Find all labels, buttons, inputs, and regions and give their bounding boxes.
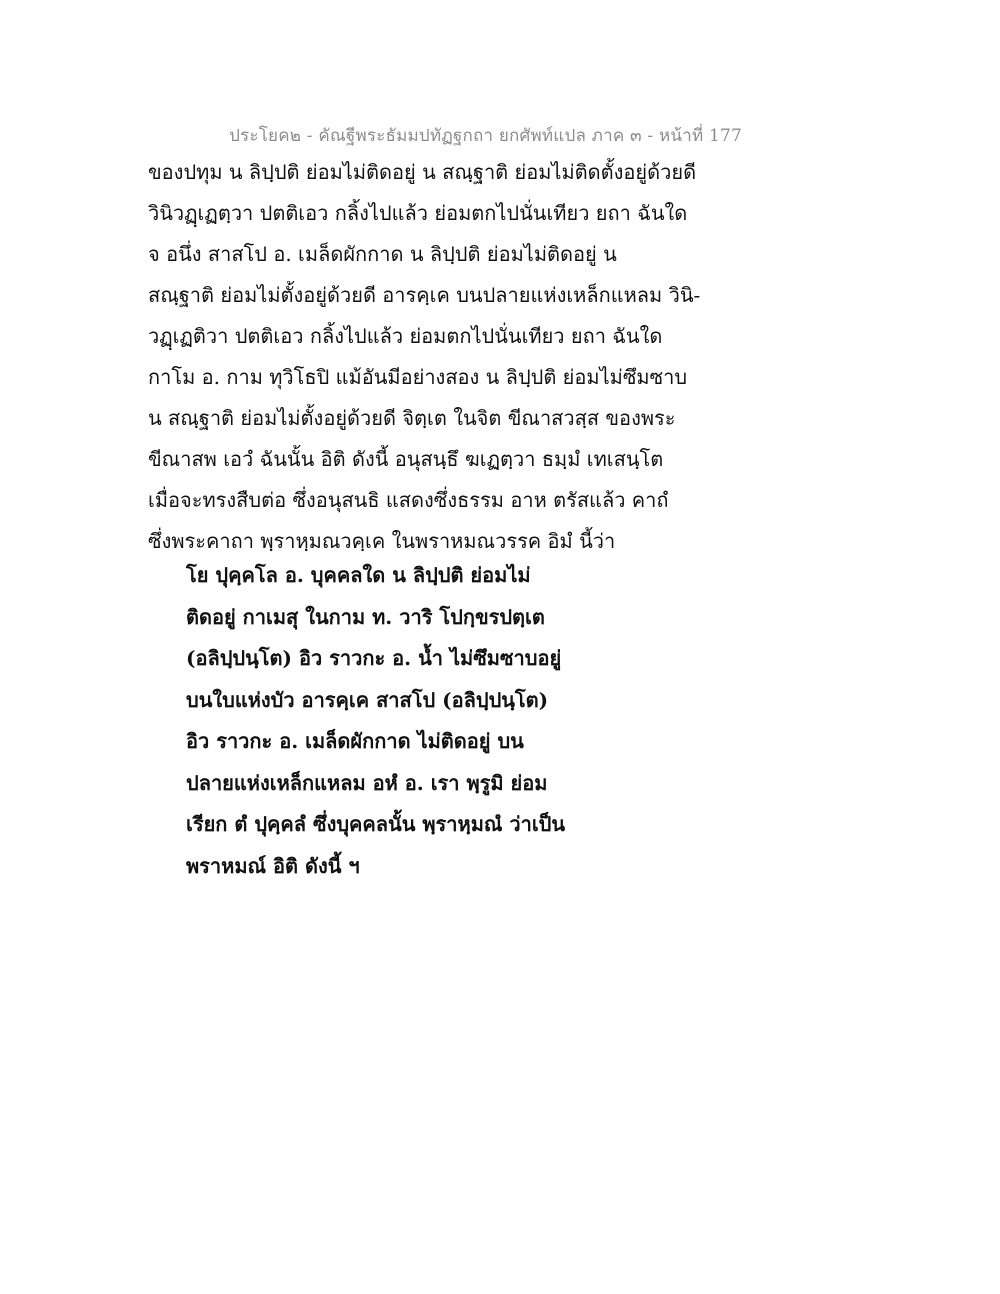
running-header: ประโยค๒ - คัณฐีพระธัมมปทัฏฐกถา ยกศัพท์แปล ภาค ๓ - หน้าที่ 177 [229,126,742,146]
verse-line: ปลายแห่งเหล็กแหลม อหํ อ. เรา พฺรูมิ ย่อม [186,770,548,795]
verse-line: เรียก ตํ ปุคฺคลํ ซึ่งบุคคลนั้น พฺราหฺมณํ ว่าเป็น [186,812,566,836]
text-line: ขีณาสพ เอวํ ฉันนั้น อิติ ดังนี้ อนุสนฺธึ ฆเฏตฺวา ธมฺมํ เทเสนฺโต [148,447,664,471]
text-line: สณฺฐาติ ย่อมไม่ตั้งอยู่ด้วยดี อารคฺเค บนปลายแห่งเหล็กแหลม วินิ- [148,283,701,307]
verse-block [186,555,586,887]
verse-line: ติดอยู่ กาเมสุ ในกาม ท. วาริ โปกฺขรปตฺเต [186,604,545,629]
text-line: วฏฺเฏติวา ปตติเอว กลิ้งไปแล้ว ย่อมตกไปนั่นเทียว ยถา ฉันใด [148,324,663,348]
text-line: เมื่อจะทรงสืบต่อ ซึ่งอนุสนธิ แสดงซึ่งธรรม อาห ตรัสแล้ว คาถํ [148,488,669,512]
verse-line: อิว ราวกะ อ. เมล็ดผักกาด ไม่ติดอยู่ บน [186,729,524,753]
text-line: ของปทุม น ลิปฺปติ ย่อมไม่ติดอยู่ น สณฺฐาติ ย่อมไม่ติดตั้งอยู่ด้วยดี [148,160,697,184]
verse-line: บนใบแห่งบัว อารคฺเค สาสโป (อลิปฺปนฺโต) [186,687,549,712]
text-line: จ อนึ่ง สาสโป อ. เมล็ดผักกาด น ลิปฺปติ ย่อมไม่ติดอยู่ น [148,242,617,266]
verse-line: พราหมณ์ อิติ ดังนี้ ฯ [186,853,360,878]
text-line: วินิวฏฺเฏตฺวา ปตติเอว กลิ้งไปแล้ว ย่อมตกไปนั่นเทียว ยถา ฉันใด [148,201,688,225]
text-line: ซึ่งพระคาถา พฺราหฺมณวคฺเค ในพราหมณวรรค อิมํ นี้ว่า [148,529,616,553]
text-line: กาโม อ. กาม ทุวิโธปิ แม้อันมีอย่างสอง น ลิปฺปติ ย่อมไม่ซึมซาบ [148,365,688,389]
verse-line: (อลิปฺปนฺโต) อิว ราวกะ อ. น้ำ ไม่ซึมซาบอยู่ [186,646,562,670]
commentary-text [148,152,708,562]
text-line: น สณฺฐาติ ย่อมไม่ตั้งอยู่ด้วยดี จิตฺเต ในจิต ขีณาสวสฺส ของพระ [148,406,676,430]
verse-line: โย ปุคฺคโล อ. บุคคลใด น ลิปฺปติ ย่อมไม่ [186,563,531,587]
